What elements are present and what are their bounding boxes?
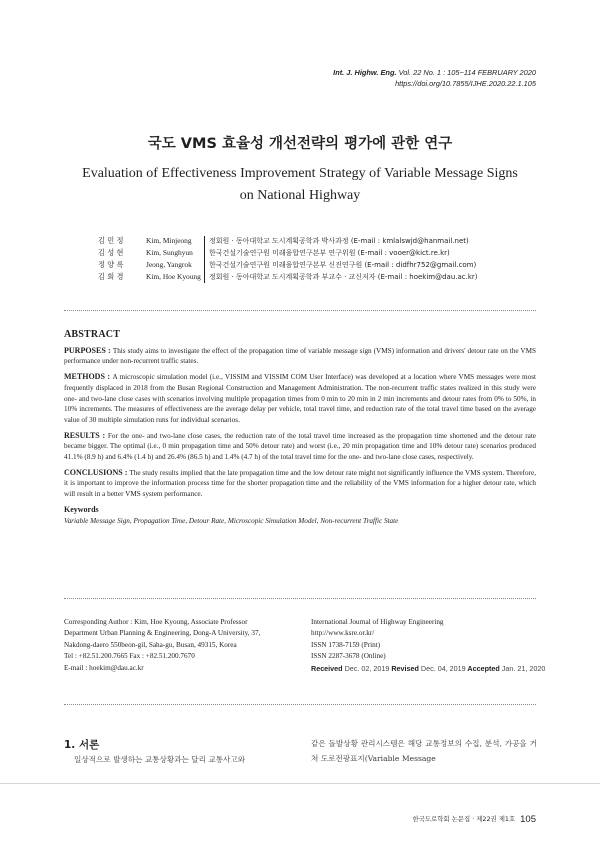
- corr-address: Nakdong-daero 550beon-gil, Saha-gu, Busan, 49315, Korea: [64, 640, 237, 649]
- abstract-methods: [64, 372, 536, 426]
- title-english-line1: Evaluation of Effectiveness Improvement Strategy of Variable Message Signs: [82, 166, 518, 181]
- conclusions-text: The study results implied that the late propagation time and the low detour rate might not significantly influence the VMS system. Therefore, it is important to improve the information process time for the shorter propagation time and the reliability of the VMS information for a higher detour rate, which will result in a better VMS system performance.: [64, 468, 536, 499]
- body-text-right: 같은 돌발상황 관리시스템은 해당 교통정보의 수집, 분석, 가공을 거쳐 도로전광표지(Variable Message: [311, 739, 537, 763]
- results-text: For the one- and two-lane close cases, the reduction rate of the total travel time increased as the propagation time shortened and the detour rate became bigger. The optimal (i.e., 0 min propagation time and 50% detour rate) and worst (i.e., 20 min propagation time and 10% detour rate) scenarios produced 41.1% (8.9 h) and 6.4% (1.4 h) and 26.4% (86.5 h) and 1.4% (4.7 h) of the total travel time for the one- and two-lane close cases, respectively.: [64, 431, 536, 462]
- correspondence-block: [64, 617, 260, 674]
- body-text-left: 일상적으로 발생하는 교통상황과는 달리 교통사고와: [74, 755, 246, 764]
- author-name-en: Kim, Minjeong: [146, 236, 192, 245]
- author-name-en: Kim, Hoe Kyoung: [146, 272, 201, 281]
- footer-journal: 한국도로학회 논문집 · 제22권 제1호: [412, 815, 516, 823]
- revised-label: Revised: [389, 663, 419, 673]
- title-english-line2: on National Highway: [239, 188, 361, 203]
- abstract-conclusions: [64, 468, 536, 500]
- author-name-ko: 김 성 현: [98, 248, 124, 257]
- journal-abbrev: Int. J. Highw. Eng.: [333, 68, 397, 77]
- author-divider: [204, 236, 205, 283]
- journal-volume: Vol. 22 No. 1 : 105~114 FEBRUARY 2020: [396, 68, 536, 77]
- author-affiliation: 정회원 · 동아대학교 도시계획공학과 박사과정 (E-mail : kmlalswjd@hanmail.net): [209, 237, 469, 245]
- author-row: [98, 247, 478, 259]
- issn-print: ISSN 1738-7159 (Print): [311, 640, 381, 649]
- received-label: Received: [311, 663, 343, 673]
- doi-link[interactable]: https://doi.org/10.7855/IJHE.2020.22.1.105: [395, 79, 536, 88]
- divider-top: [64, 310, 536, 311]
- issn-online: ISSN 2287-3678 (Online): [311, 652, 386, 661]
- page-footer: [413, 814, 536, 825]
- journal-full-name: International Journal of Highway Engineering: [311, 618, 444, 626]
- author-row: [98, 235, 478, 247]
- journal-header: [333, 67, 536, 89]
- author-name-ko: 김 회 경: [98, 272, 124, 281]
- page-number: 105: [520, 814, 536, 825]
- author-name-en: Jeong, Yangrok: [146, 260, 192, 269]
- title-korean: 국도 VMS 효율성 개선전략의 평가에 관한 연구: [147, 136, 453, 152]
- author-row: [98, 271, 478, 283]
- section-heading: 1. 서론: [64, 739, 100, 751]
- purposes-label: PURPOSES :: [64, 345, 113, 355]
- abstract-purposes: [64, 346, 536, 367]
- methods-text: A microscopic simulation model (i.e., VISSIM and VISSIM COM User Interface) was developed at a location where VMS messages were most frequently displaced in 2018 from the Busan Regional Construction and Management Administration. The non-recurrent traffic states realized in this study were one- and two-lane close cases with scenarios involving multiple propagation times from 0 min to 20 min in 2 min increments and detour rates from 0% to 50%, in 10% increments. The measures of effectiveness are the average delay per vehicle, total travel time, and reduction rate of the total travel time based on the average value of 30 multiple simulation runs for individual scenarios.: [64, 373, 536, 424]
- title-english: [60, 163, 540, 207]
- revised-date: Dec. 04, 2019: [418, 663, 466, 673]
- accepted-date: Jan. 21, 2020: [499, 663, 546, 673]
- divider-middle: [64, 598, 536, 599]
- author-name-en: Kim, Sunghyun: [146, 248, 193, 257]
- conclusions-label: CONCLUSIONS :: [64, 467, 130, 477]
- accepted-label: Accepted: [465, 663, 500, 673]
- keywords-heading: Keywords: [64, 504, 99, 514]
- author-affiliation: 한국건설기술연구원 미래융합연구본부 신진연구원 (E-mail : didfhr752@gmail.com): [209, 261, 477, 269]
- corr-phone: Tel : +82.51.200.7665 Fax : +82.51.200.7670: [64, 652, 195, 661]
- abstract-heading: ABSTRACT: [64, 329, 121, 340]
- purposes-text: This study aims to investigate the effect of the propagation time of variable message sign (VMS) information and drivers' detour rate on the VMS performance under non-recurrent traffic states.: [64, 346, 536, 366]
- corr-email[interactable]: E-mail : hoekim@dau.ac.kr: [64, 663, 144, 672]
- results-label: RESULTS :: [64, 430, 108, 440]
- author-affiliation: 한국건설기술연구원 미래융합연구본부 연구위원 (E-mail : vooer@kict.re.kr): [209, 249, 450, 257]
- footer-rule: [0, 783, 600, 784]
- author-row: [98, 259, 478, 271]
- received-date: Dec. 02, 2019: [342, 663, 390, 673]
- journal-citation: [333, 67, 536, 78]
- abstract-results: [64, 431, 536, 463]
- divider-bottom: [64, 704, 536, 705]
- author-name-ko: 정 양 록: [98, 260, 124, 269]
- author-name-ko: 김 민 정: [98, 236, 124, 245]
- methods-label: METHODS :: [64, 372, 113, 382]
- keywords-text: Variable Message Sign, Propagation Time, Detour Rate, Microscopic Simulation Model, Non-recurrent Traffic State: [64, 516, 399, 525]
- author-list: [98, 235, 478, 283]
- journal-website[interactable]: http://www.ksre.or.kr/: [311, 629, 375, 638]
- corr-department: Department Urban Planning & Engineering, Dong-A University, 37,: [64, 629, 261, 638]
- journal-info-block: [311, 617, 545, 674]
- history-dates: [311, 663, 545, 674]
- author-affiliation: 정회원 · 동아대학교 도시계획공학과 부교수 · 교신저자 (E-mail : hoekim@dau.ac.kr): [209, 273, 478, 281]
- abstract: [64, 330, 536, 526]
- corr-author: Corresponding Author : Kim, Hoe Kyoung, Associate Professor: [64, 618, 248, 626]
